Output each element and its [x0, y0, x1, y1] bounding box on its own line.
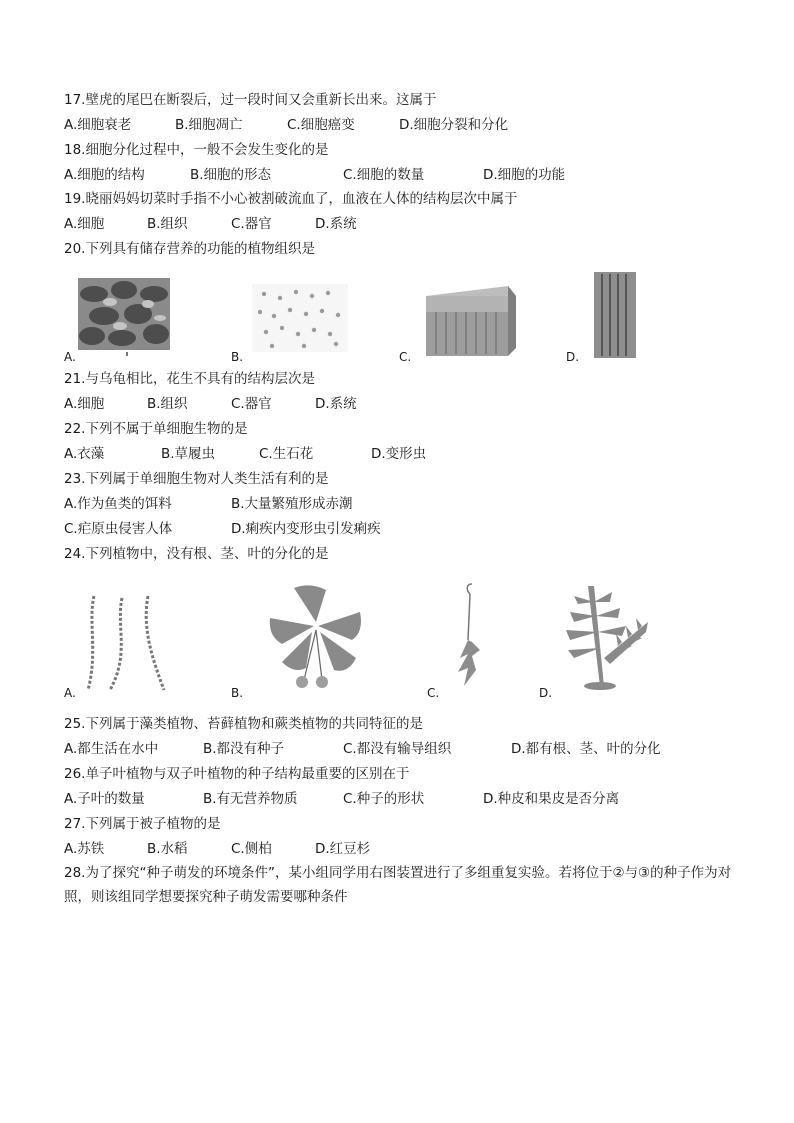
q18-option-b: B.细胞的形态	[190, 167, 272, 183]
q26-option-a: A.子叶的数量	[64, 791, 145, 807]
plant-image-c-moss	[450, 580, 490, 692]
q18-option-d: D.细胞的功能	[483, 167, 566, 183]
question-22-stem: 22.下列不属于单细胞生物的是	[64, 421, 248, 437]
question-21-stem: 21.与乌龟相比，花生不具有的结构层次是	[64, 371, 315, 387]
q18-option-c: C.细胞的数量	[343, 167, 425, 183]
q21-option-b: B.组织	[147, 396, 188, 412]
q25-option-d: D.都有根、茎、叶的分化	[511, 741, 661, 757]
q20-label-a: A.	[64, 350, 76, 364]
q20-label-d: D.	[566, 350, 580, 364]
question-26-stem: 26.单子叶植物与双子叶植物的种子结构最重要的区别在于	[64, 766, 410, 782]
question-25-stem: 25.下列属于藻类植物、苔藓植物和蕨类植物的共同特征的是	[64, 716, 423, 732]
plant-image-b-ginkgo	[264, 582, 368, 690]
q21-option-c: C.器官	[231, 396, 272, 412]
question-24-stem: 24.下列植物中，没有根、茎、叶的分化的是	[64, 546, 329, 562]
tissue-image-d	[590, 272, 640, 358]
q27-option-d: D.红豆杉	[315, 841, 371, 857]
q26-option-d: D.种皮和果皮是否分离	[483, 791, 620, 807]
q26-option-c: C.种子的形状	[343, 791, 425, 807]
question-27-stem: 27.下列属于被子植物的是	[64, 816, 221, 832]
question-28-stem: 28.为了探究“种子萌发的环境条件”，某小组同学用右图装置进行了多组重复实验。若将位于②与③的种子作为对照，则该组同学想要探究种子萌发需要哪种条件	[64, 865, 732, 905]
q18-option-a: A.细胞的结构	[64, 167, 145, 183]
plant-image-d-fern	[560, 582, 654, 692]
q25-option-c: C.都没有输导组织	[343, 741, 452, 757]
q22-option-a: A.衣藻	[64, 446, 105, 462]
q20-label-c: C.	[399, 350, 412, 364]
q25-option-b: B.都没有种子	[203, 741, 285, 757]
q25-option-a: A.都生活在水中	[64, 741, 159, 757]
q22-option-b: B.草履虫	[161, 446, 216, 462]
q23-option-d: D.痢疾内变形虫引发痢疾	[231, 521, 381, 537]
q23-option-c: C.疟原虫侵害人体	[64, 521, 173, 537]
q17-option-c: C.细胞癌变	[287, 117, 355, 133]
tissue-image-a	[76, 272, 174, 358]
q27-option-c: C.侧柏	[231, 841, 272, 857]
tissue-image-c	[420, 282, 520, 362]
q20-label-b: B.	[231, 350, 244, 364]
q22-option-d: D.变形虫	[371, 446, 427, 462]
tissue-image-b	[252, 284, 348, 352]
q19-option-a: A.细胞	[64, 216, 105, 232]
q19-option-d: D.系统	[315, 216, 357, 232]
q26-option-b: B.有无营养物质	[203, 791, 298, 807]
question-18-stem: 18.细胞分化过程中，一般不会发生变化的是	[64, 142, 329, 158]
q17-option-b: B.细胞凋亡	[175, 117, 243, 133]
plant-image-a-algae	[76, 592, 166, 692]
question-23-stem: 23.下列属于单细胞生物对人类生活有利的是	[64, 471, 329, 487]
question-19-stem: 19.晓丽妈妈切菜时手指不小心被割破流血了，血液在人体的结构层次中属于	[64, 191, 518, 207]
q22-option-c: C.生石花	[259, 446, 314, 462]
q27-option-a: A.苏铁	[64, 841, 105, 857]
q23-option-a: A.作为鱼类的饵料	[64, 496, 172, 512]
q21-option-a: A.细胞	[64, 396, 105, 412]
q23-option-b: B.大量繁殖形成赤潮	[231, 496, 353, 512]
q24-label-c: C.	[427, 686, 440, 700]
q24-label-a: A.	[64, 686, 76, 700]
q17-option-a: A.细胞衰老	[64, 117, 132, 133]
question-17-stem: 17.壁虎的尾巴在断裂后，过一段时间又会重新长出来。这属于	[64, 92, 437, 108]
q27-option-b: B.水稻	[147, 841, 188, 857]
q21-option-d: D.系统	[315, 396, 357, 412]
q19-option-b: B.组织	[147, 216, 188, 232]
question-20-stem: 20.下列具有储存营养的功能的植物组织是	[64, 241, 315, 257]
q19-option-c: C.器官	[231, 216, 272, 232]
q24-label-d: D.	[539, 686, 553, 700]
q24-label-b: B.	[231, 686, 244, 700]
q17-option-d: D.细胞分裂和分化	[399, 117, 509, 133]
